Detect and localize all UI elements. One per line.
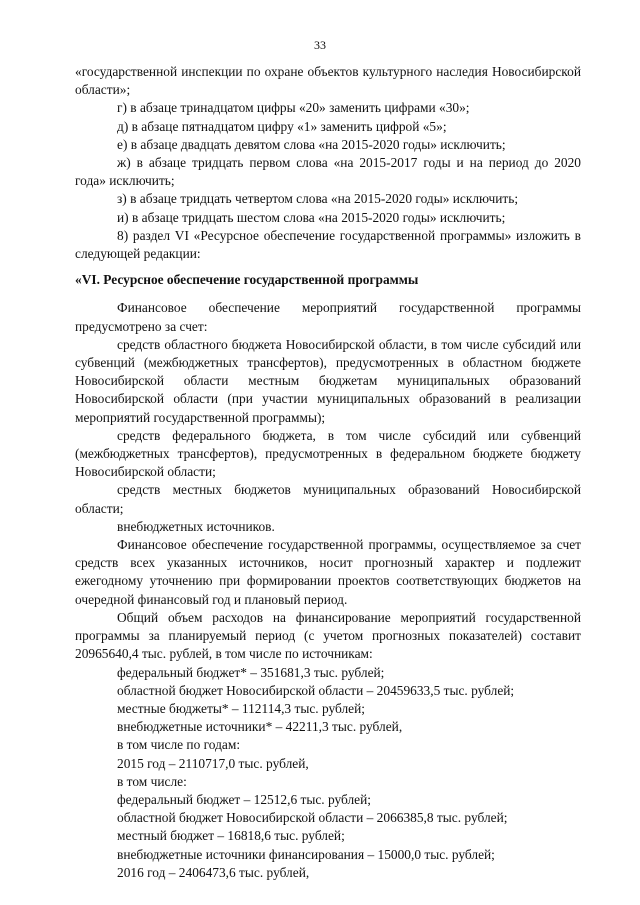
section-paragraph: средств федерального бюджета, в том числе субсидий или субвенций (межбюджетных трансфертов), предусмотренных в федеральном бюджете бюджету Новосибирской области; bbox=[75, 427, 581, 480]
funding-line: 2016 год – 2406473,6 тыс. рублей, bbox=[117, 864, 310, 880]
funding-line: внебюджетные источники* – 42211,3 тыс. рублей, bbox=[117, 719, 403, 735]
funding-breakdown bbox=[75, 664, 581, 882]
section-paragraph: средств местных бюджетов муниципальных образований Новосибирской области; bbox=[75, 482, 581, 516]
amendment-paragraph: и) в абзаце тридцать шестом слова «на 2015-2020 годы» исключить; bbox=[117, 209, 506, 225]
funding-line: внебюджетные источники финансирования – 15000,0 тыс. рублей; bbox=[117, 846, 495, 862]
section-paragraph: Общий объем расходов на финансирование мероприятий государственной программы за планируемый период (с учетом прогнозных показателей) составит 20965640,4 тыс. рублей, в том числе по источникам: bbox=[75, 609, 581, 662]
section-paragraph: внебюджетных источников. bbox=[117, 518, 275, 534]
section-paragraph: средств областного бюджета Новосибирской области, в том числе субсидий или субвенций (межбюджетных трансфертов), предусмотренных в областном бюджете Новосибирской области местным бюджетам муниципальных образований Новосибирской области (при участии муниципальных образований в реализации мероприятий государственной программы); bbox=[75, 336, 581, 425]
amendment-paragraph: 8) раздел VI «Ресурсное обеспечение государственной программы» изложить в следующей редакции: bbox=[75, 227, 581, 262]
amendment-paragraph: е) в абзаце двадцать девятом слова «на 2015-2020 годы» исключить; bbox=[117, 136, 506, 152]
amendment-paragraph: «государственной инспекции по охране объектов культурного наследия Новосибирской области»; bbox=[75, 64, 581, 98]
amendments-list bbox=[75, 63, 581, 263]
funding-line: федеральный бюджет* – 351681,3 тыс. рублей; bbox=[117, 664, 385, 680]
section-heading: «VI. Ресурсное обеспечение государственной программы bbox=[75, 272, 419, 288]
funding-line: местный бюджет – 16818,6 тыс. рублей; bbox=[117, 828, 345, 844]
amendment-paragraph: г) в абзаце тринадцатом цифры «20» заменить цифрами «30»; bbox=[117, 100, 470, 116]
funding-line: в том числе по годам: bbox=[117, 737, 241, 753]
funding-line: 2015 год – 2110717,0 тыс. рублей, bbox=[117, 755, 309, 771]
page-number: 33 bbox=[314, 38, 326, 52]
section-paragraph: Финансовое обеспечение мероприятий государственной программы предусмотрено за счет: bbox=[75, 300, 581, 334]
funding-line: в том числе: bbox=[117, 773, 187, 789]
funding-line: местные бюджеты* – 112114,3 тыс. рублей; bbox=[117, 700, 365, 716]
section-paragraph: Финансовое обеспечение государственной программы, осуществляемое за счет средств всех указанных источников, носит прогнозный характер и подлежит ежегодному уточнению при формировании проектов соответствующих бюджетов на очередной финансовый год и плановый период. bbox=[75, 537, 581, 607]
amendment-paragraph: ж) в абзаце тридцать первом слова «на 2015-2017 годы и на период до 2020 года» исключить; bbox=[75, 155, 581, 189]
document-body bbox=[75, 63, 581, 882]
funding-line: областной бюджет Новосибирской области – 2066385,8 тыс. рублей; bbox=[117, 810, 508, 826]
funding-line: областной бюджет Новосибирской области – 20459633,5 тыс. рублей; bbox=[117, 682, 515, 698]
amendment-paragraph: д) в абзаце пятнадцатом цифру «1» заменить цифрой «5»; bbox=[117, 118, 447, 134]
funding-line: федеральный бюджет – 12512,6 тыс. рублей; bbox=[117, 791, 372, 807]
amendment-paragraph: з) в абзаце тридцать четвертом слова «на 2015-2020 годы» исключить; bbox=[117, 191, 519, 207]
section-paragraphs bbox=[75, 299, 581, 663]
